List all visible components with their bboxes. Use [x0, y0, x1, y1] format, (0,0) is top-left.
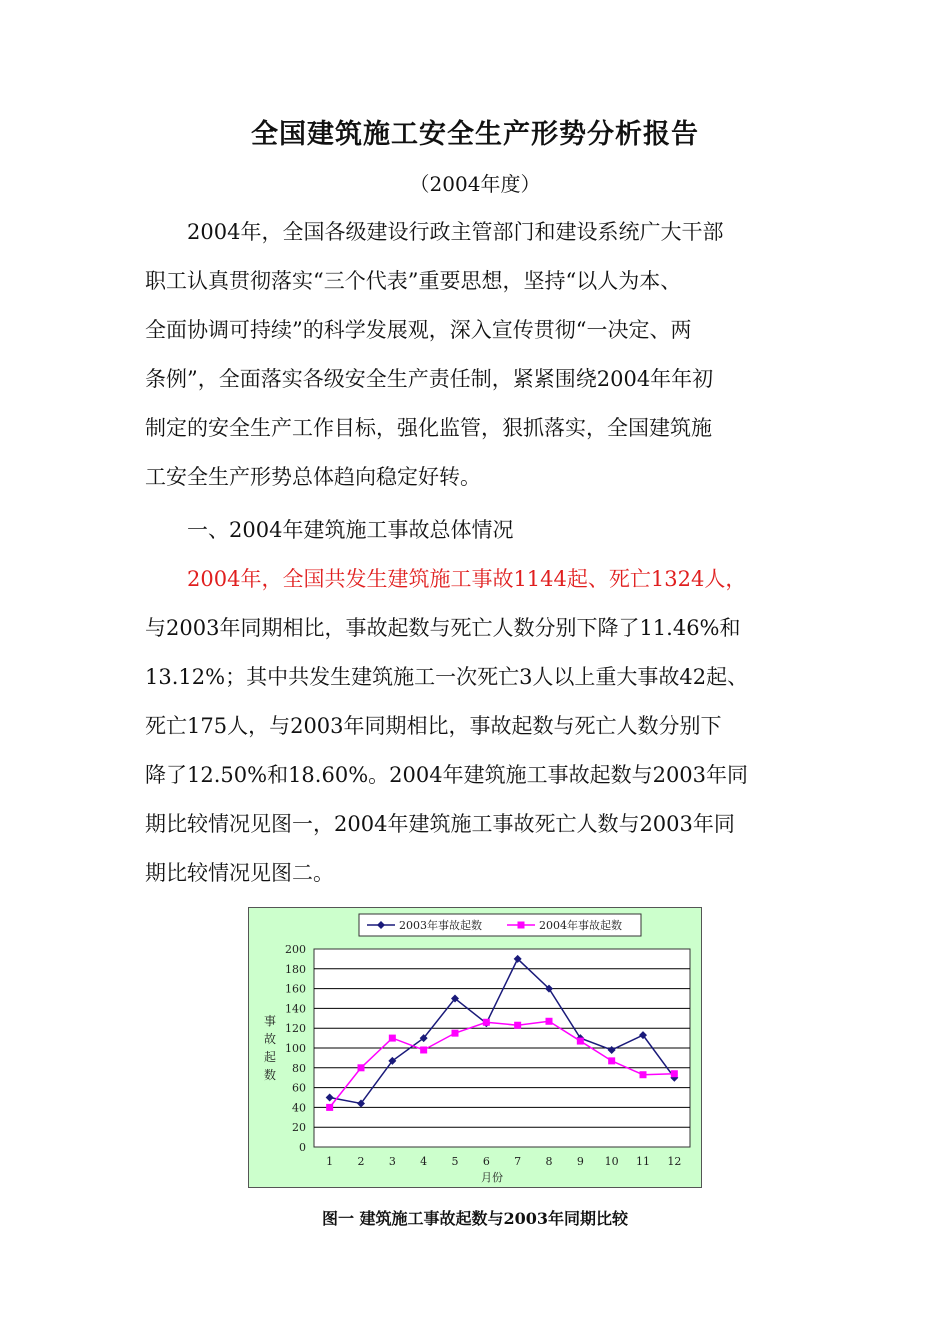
data-point [546, 1018, 553, 1025]
text-line: 全面协调可持续”的科学发展观，深入宣传贯彻“一决定、两 [145, 318, 692, 342]
body-paragraph [145, 555, 835, 898]
data-point [514, 1022, 521, 1029]
y-tick-label: 120 [285, 1022, 306, 1036]
text-line: 制定的安全生产工作目标，强化监管，狠抓落实，全国建筑施 [145, 416, 712, 440]
data-point [483, 1019, 490, 1026]
text-line: 死亡175人，与2003年同期相比，事故起数与死亡人数分别下 [145, 714, 722, 738]
y-axis-label-char: 起 [263, 1050, 277, 1064]
y-tick-label: 80 [292, 1061, 306, 1075]
x-tick-label: 11 [636, 1155, 650, 1168]
document-subtitle: （2004年度） [409, 172, 541, 196]
text-line: 期比较情况见图二。 [145, 861, 334, 885]
text-line: 降了12.50%和18.60%。2004年建筑施工事故起数与2003年同 [145, 763, 749, 787]
data-point [671, 1070, 678, 1077]
y-tick-label: 20 [292, 1121, 306, 1135]
legend-swatch-marker [518, 922, 525, 929]
x-tick-label: 7 [514, 1155, 522, 1168]
y-axis-label-char: 故 [263, 1032, 277, 1046]
data-point [452, 1030, 459, 1037]
section-heading-block [145, 506, 835, 555]
text-line: 工安全生产形势总体趋向稳定好转。 [145, 465, 481, 489]
data-point [389, 1035, 396, 1042]
text-line: 13.12%；其中共发生建筑施工一次死亡3人以上重大事故42起、 [145, 665, 749, 689]
highlight-line: 2004年，全国共发生建筑施工事故1144起、死亡1324人， [187, 567, 747, 591]
y-axis-label-char: 事 [263, 1014, 277, 1028]
text-line: 2004年，全国各级建设行政主管部门和建设系统广大干部 [187, 220, 724, 244]
x-tick-label: 9 [576, 1155, 584, 1168]
x-tick-label: 12 [667, 1155, 682, 1168]
x-tick-label: 8 [545, 1155, 553, 1168]
data-point [640, 1071, 647, 1078]
figure-caption: 图一 建筑施工事故起数与2003年同期比较 [321, 1209, 629, 1228]
data-point [326, 1104, 333, 1111]
x-tick-label: 6 [482, 1155, 490, 1168]
x-tick-label: 3 [388, 1155, 396, 1168]
x-axis-label: 月份 [481, 1171, 503, 1184]
y-tick-label: 180 [285, 962, 306, 976]
y-tick-label: 60 [292, 1081, 306, 1095]
y-tick-label: 0 [299, 1141, 306, 1154]
x-tick-label: 2 [357, 1155, 365, 1168]
x-tick-label: 5 [451, 1155, 459, 1168]
y-tick-label: 160 [285, 982, 306, 996]
y-tick-label: 100 [285, 1042, 306, 1055]
intro-paragraph [145, 208, 835, 502]
x-tick-label: 4 [420, 1155, 428, 1168]
text-line: 职工认真贯彻落实“三个代表”重要思想，坚持“以人为本、 [145, 269, 682, 293]
legend-label: 2003年事故起数 [399, 919, 482, 932]
y-tick-label: 40 [292, 1101, 306, 1115]
chart-svg [249, 908, 701, 1187]
data-point [358, 1064, 365, 1071]
section-heading: 一、2004年建筑施工事故总体情况 [187, 518, 514, 542]
legend-label: 2004年事故起数 [539, 919, 622, 932]
x-tick-label: 1 [326, 1155, 334, 1168]
data-point [420, 1046, 427, 1053]
x-tick-label: 10 [604, 1155, 619, 1168]
text-line: 与2003年同期相比，事故起数与死亡人数分别下降了11.46%和 [145, 616, 741, 640]
data-point [577, 1038, 584, 1045]
text-line: 期比较情况见图一，2004年建筑施工事故死亡人数与2003年同 [145, 812, 735, 836]
document-title: 全国建筑施工安全生产形势分析报告 [251, 119, 699, 150]
y-tick-label: 140 [285, 1002, 306, 1016]
y-axis-label-char: 数 [263, 1068, 277, 1082]
y-tick-label: 200 [285, 943, 306, 956]
accident-count-chart [248, 907, 702, 1188]
data-point [608, 1057, 615, 1064]
text-line: 条例”，全面落实各级安全生产责任制，紧紧围绕2004年年初 [145, 367, 714, 391]
